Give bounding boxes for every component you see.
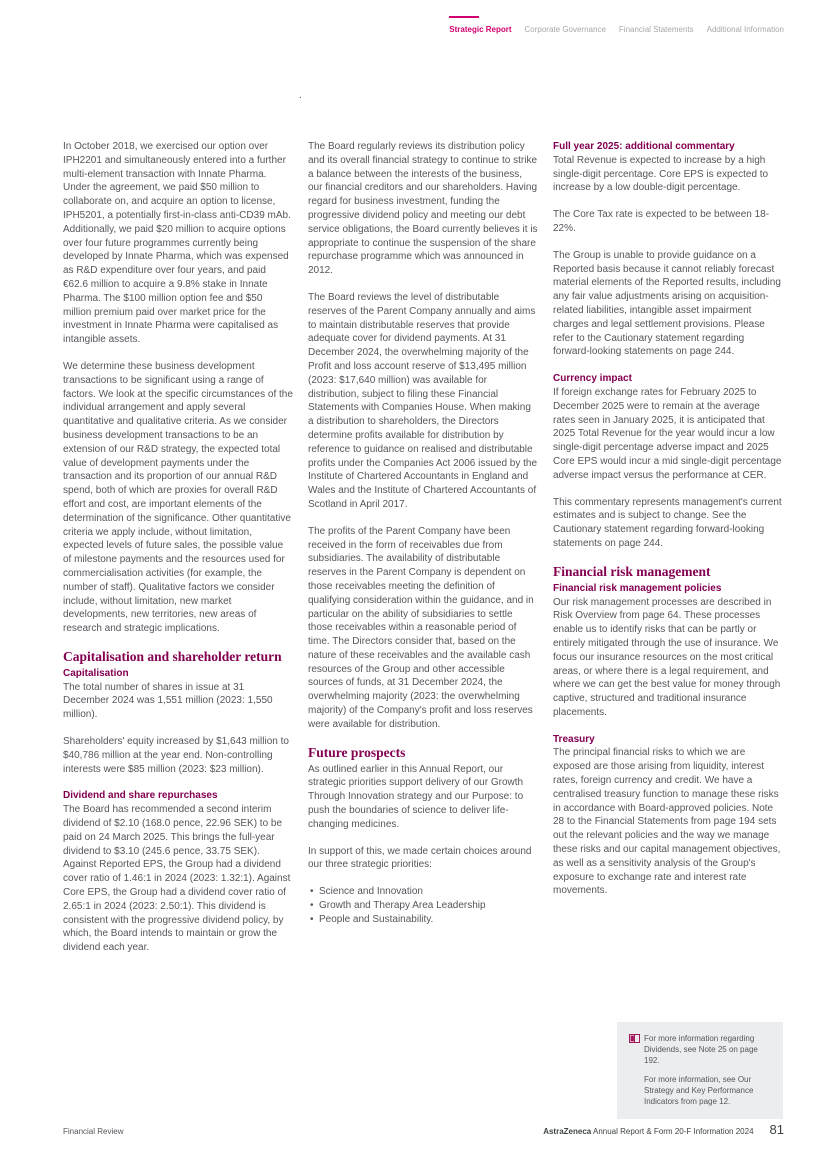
info-note-text: For more information, see Our Strategy and Key Performance Indicators from page 12. (644, 1075, 754, 1106)
paragraph: This commentary represents management's current estimates and is subject to change. See the Cautionary statement regarding forward-looking statements on page 244. (553, 496, 782, 549)
section-heading: Financial risk management (553, 563, 711, 579)
paragraph: The profits of the Parent Company have been received in the form of receivables due from subsidiaries. The availability of distributable reserves in the Parent Company is dependent on those receivables meeting the definition of qualifying consideration within the guidance, and in particular on the ability of subsidiaries to settle those receivables within a reasonable period of time. The Directors consider that, based on the nature of these receivables and the available cash resources of the Group and other accessible sources of funds, at 31 December 2024, the overwhelming majority (2023: the overwhelming majority) of the Company's profit and loss reserves were available for distribution. (308, 525, 534, 730)
tab-corporate-governance[interactable]: Corporate Governance (524, 25, 606, 34)
paragraph: Shareholders' equity increased by $1,643 million to $40,786 million at the year end. Non-controlling interests were $85 million (2023: $23 million). (63, 736, 289, 775)
sub-heading: Full year 2025: additional commentary (553, 141, 735, 152)
section-heading: Capitalisation and shareholder return (63, 648, 282, 664)
page-number: 81 (769, 1122, 784, 1137)
tab-strategic-report[interactable]: Strategic Report (449, 25, 511, 35)
paragraph: The Board has recommended a second interim dividend of $2.10 (168.0 pence, 22.96 SEK) to be paid on 24 March 2025. This brings the full-year dividend to $3.10 (245.6 pence, 33.75 SEK). Against Reported EPS, the Group had a dividend cover ratio of 1.46:1 in 2024 (2023: 1.32:1). Against Core EPS, the Group had a dividend cover ratio of 2.65:1 in 2024 (2023: 2.50:1). This dividend is consistent with the progressive dividend policy, by which, the Board intends to maintain or grow the dividend each year. (63, 804, 291, 954)
bullet-item: • People and Sustainability. (308, 913, 538, 927)
header-tabs (449, 25, 784, 35)
bullet-list (308, 885, 538, 926)
footer-report-title (543, 1127, 753, 1136)
sub-heading: Capitalisation (63, 667, 129, 679)
column-3 (553, 140, 783, 968)
paragraph: Our risk management processes are described in Risk Overview from page 64. These processes enable us to identify risks that can be partly or entirely mitigated through the use of insurance. We focus our insurance resources on the most critical areas, or where there is a legal requirement, and where we can get the best value for money through captive, structured and traditional insurance placements. (553, 596, 781, 718)
sub-heading: Treasury (553, 733, 595, 745)
paragraph: The Core Tax rate is expected to be between 18-22%. (553, 209, 770, 234)
footer-report-title-text: Annual Report & Form 20-F Information 2024 (591, 1127, 754, 1136)
tab-additional-information[interactable]: Additional Information (706, 25, 784, 34)
paragraph: The Group is unable to provide guidance on a Reported basis because it cannot reliably forecast material elements of the Reported results, including any fair value adjustments arising on acquisition-related liabilities, intangible asset impairment charges and legal settlement provisions. Please refer to the Cautionary statement regarding forward-looking statements on page 244. (553, 249, 781, 358)
stray-mark: . (299, 90, 302, 101)
info-note (644, 1074, 773, 1107)
open-book-icon (629, 1033, 640, 1066)
info-note-text: For more information regarding Dividends, see Note 25 on page 192. (644, 1034, 758, 1065)
paragraph: Total Revenue is expected to increase by a high single-digit percentage. Core EPS is expected to increase by a low double-digit percentage. (553, 154, 769, 194)
paragraph: The Board regularly reviews its distribution policy and its overall financial strategy to continue to strike a balance between the interests of the business, our financial creditors and our shareholders. Having regard for business investment, funding the progressive dividend policy and meeting our debt service obligations, the Board currently believes it is appropriate to continue the suspension of the share repurchase programme which was announced in 2012. (308, 141, 538, 277)
paragraph: In support of this, we made certain choices around our three strategic priorities: (308, 845, 532, 871)
column-2 (308, 140, 538, 968)
sub-heading: Dividend and share repurchases (63, 790, 218, 802)
bullet-item: • Growth and Therapy Area Leadership (308, 899, 538, 913)
paragraph: The Board reviews the level of distributable reserves of the Parent Company annually and aims to maintain distributable reserves that provide adequate cover for dividend payments. At 31 December 2024, the overwhelming majority of the Profit and loss account reserve of $13,495 million (2023: $17,640 million) was available for distribution, subject to filing these Financial Statements with Companies House. When making a distribution to shareholders, the Directors determine profits available for distribution by reference to guidance on realised and distributable profits under the Companies Act 2006 issued by the Institute of Chartered Accountants in England and Wales and the Institute of Chartered Accountants of Scotland in April 2017. (308, 291, 538, 510)
columns (63, 140, 784, 968)
footer-right (543, 1122, 784, 1137)
sub-heading: Currency impact (553, 373, 632, 385)
footer-section-label: Financial Review (63, 1127, 124, 1136)
paragraph: The total number of shares in issue at 31 December 2024 was 1,551 million (2023: 1,550 million). (63, 681, 273, 721)
column-1 (63, 140, 293, 968)
paragraph: As outlined earlier in this Annual Report, our strategic priorities support delivery of our Growth Through Innovation strategy and our Purpose: to push the boundaries of science to deliver life-changing medicines. (308, 763, 524, 830)
paragraph: If foreign exchange rates for February 2025 to December 2025 were to remain at the average rates seen in January 2025, it is anticipated that 2025 Total Revenue for the year would incur a low single-digit percentage adverse impact and 2025 Core EPS would incur a mid single-digit percentage adverse impact versus the performance at CER. (553, 386, 782, 481)
bullet-item: • Science and Innovation (308, 885, 538, 899)
paragraph: The principal financial risks to which we are exposed are those arising from liquidity, interest rates, foreign currency and credit. We have a centralised treasury function to manage these risks in accordance with Board-approved policies. Note 28 to the Financial Statements from page 194 sets out the relevant policies and the way we manage these risks and our capital management objectives, as well as a sensitivity analysis of the Group's exposure to exchange rate and interest rate movements. (553, 747, 781, 897)
info-box (617, 1022, 783, 1119)
section-heading: Future prospects (308, 744, 406, 760)
paragraph: In October 2018, we exercised our option over IPH2201 and simultaneously entered into a further multi-element transaction with Innate Pharma. Under the agreement, we paid $50 million to collaborate on, and acquire an option to license, IPH5201, a potentially first-in-class anti-CD39 mAb. Additionally, we paid $20 million to acquire options over four future programmes currently being developed by Innate Pharma, which was expensed as R&D expenditure over four years, and paid €62.6 million to acquire a 9.8% stake in Innate Pharma. The $100 million option fee and $50 million premium paid over market price for the investment in Innate Pharma were capitalised as intangible assets. (63, 141, 291, 346)
tab-financial-statements[interactable]: Financial Statements (618, 25, 694, 34)
active-tab-indicator (449, 16, 479, 18)
footer-brand: AstraZeneca (543, 1127, 592, 1136)
page-footer (63, 1122, 784, 1137)
paragraph: We determine these business development transactions to be significant using a range of factors. We look at the specific circumstances of the individual arrangement and apply several quantitative and qualitative criteria. As we consider business development transactions to be an extension of our R&D strategy, the expected total value of development payments under the transaction and its proportion of our annual R&D spend, both of which are proxies for overall R&D effort and cost, are important elements of the determination of the significance. Other quantitative criteria we apply include, without limitation, expected levels of future sales, the possible value of milestone payments and the resources used for commercialisation activities (for example, the number of staff). Qualitative factors we consider include, without limitation, new market developments, new territories, new areas of research and strategic implications. (63, 360, 293, 635)
sub-heading: Financial risk management policies (553, 582, 722, 594)
info-note (629, 1033, 773, 1066)
